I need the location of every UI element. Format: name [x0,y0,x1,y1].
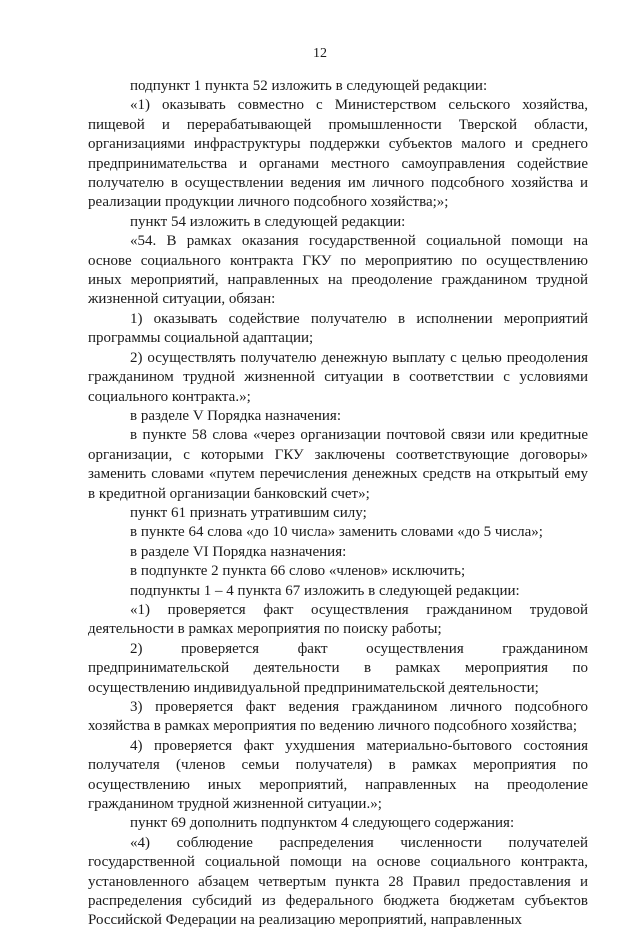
paragraph: пункт 54 изложить в следующей редакции: [130,213,406,230]
paragraph: «54. В рамках оказания государственной социальной помощи на основе социального контракта ГКУ по мероприятию по осуществлению иных мероприятий, направленных на преодоление гражданином трудной жизненной ситуации, обязан: [88,233,588,308]
paragraph: «1) проверяется факт осуществления гражданином трудовой деятельности в рамках мероприятия по поиску работы; [88,601,588,638]
paragraph: 4) проверяется факт ухудшения материально-бытового состояния получателя (членов семьи получателя) в рамках мероприятия по осуществлению иных мероприятий, направленных на преодоление гражданином трудной жизненной ситуации.»; [88,737,588,813]
paragraph: пункт 69 дополнить подпунктом 4 следующего содержания: [130,815,515,832]
paragraph: 2) проверяется факт осуществления гражданином предпринимательской деятельности в рамках мероприятия по осуществлению индивидуальной предпринимательской деятельности; [88,640,588,696]
paragraph: в подпункте 2 пункта 66 слово «членов» исключить; [130,563,466,580]
paragraph: 2) осуществлять получателю денежную выплату с целью преодоления гражданином трудной жизненной ситуации в соответствии с условиями социального контракта.»; [88,349,588,405]
page-number: 12 [313,46,327,61]
document-body [88,77,588,931]
paragraph: в разделе VI Порядка назначения: [130,543,347,560]
paragraph: подпункты 1 – 4 пункта 67 изложить в следующей редакции: [130,582,520,599]
paragraph: 1) оказывать содействие получателю в исполнении мероприятий программы социальной адаптации; [88,310,588,347]
paragraph: подпункт 1 пункта 52 изложить в следующей редакции: [130,78,488,94]
paragraph: в пункте 58 слова «через организации почтовой связи или кредитные организации, с которыми ГКУ заключены соответствующие договоры» заменить словами «путем перечисления денежных средств на открытый ему в кредитной организации банковский счет»; [88,427,588,502]
paragraph: пункт 61 признать утратившим силу; [130,504,367,521]
paragraph: в пункте 64 слова «до 10 числа» заменить словами «до 5 числа»; [130,524,543,541]
paragraph: «1) оказывать совместно с Министерством сельского хозяйства, пищевой и перерабатывающей промышленности Тверской области, организациями инфраструктуры поддержки субъектов малого и среднего предпринимательства и органами местного самоуправления содействие получателю в осуществлении ведения им личного подсобного хозяйства и реализации продукции личного подсобного хозяйства;»; [88,97,588,211]
paragraph: в разделе V Порядка назначения: [130,407,341,424]
paragraph: «4) соблюдение распределения численности получателей государственной социальной помощи на основе социального контракта, установленного абзацем четвертым пункта 28 Правил предоставления и распределения субсидий из федерального бюджета бюджетам субъектов Российской Федерации на реализацию мероприятий, направленных [88,834,588,929]
paragraph: 3) проверяется факт ведения гражданином личного подсобного хозяйства в рамках мероприятия по ведению личного подсобного хозяйства; [88,699,588,735]
